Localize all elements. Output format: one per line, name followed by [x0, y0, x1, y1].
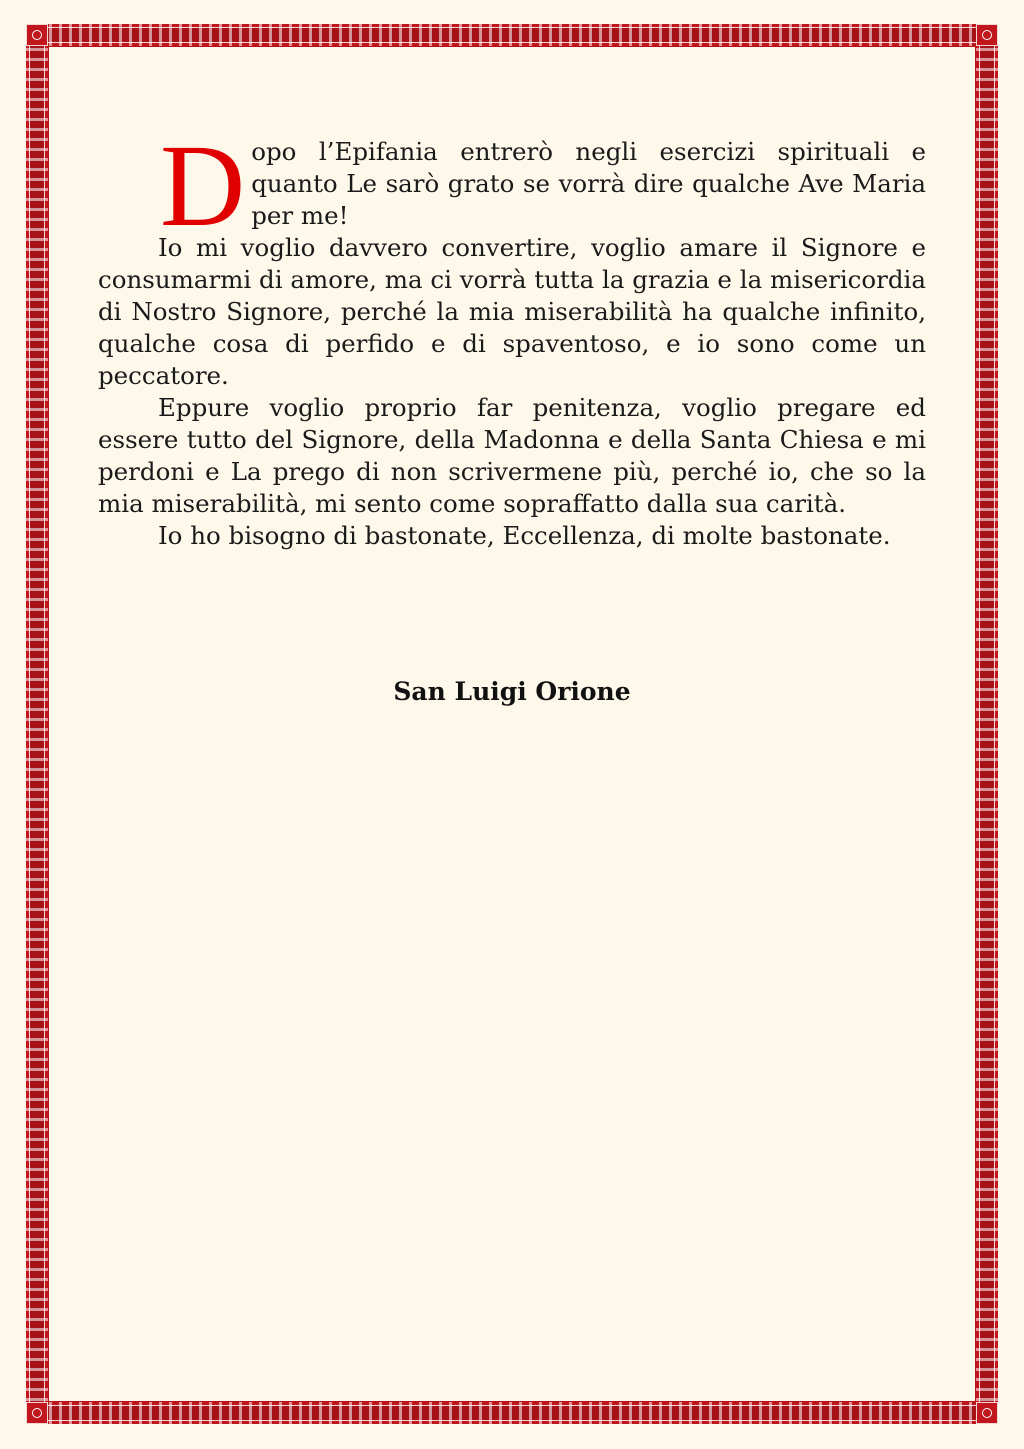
frame-top-border: [26, 24, 998, 46]
signature: San Luigi Orione: [393, 677, 631, 706]
frame-corner-ornament: [26, 1402, 48, 1424]
drop-cap: D: [160, 120, 246, 251]
frame-corner-ornament: [976, 1402, 998, 1424]
letter-body: [98, 120, 926, 552]
paragraph-1: [98, 120, 926, 251]
paragraph-2: Io mi voglio davvero convertire, voglio amare il Signore e consumarmi di amore, ma ci vorrà tutta la grazia e la misericordia di Nostro Signore, perché la mia miserabilità ha qualche infinito, qualche cosa di perfido e di spaventoso, e io sono come un peccatore.: [98, 233, 926, 390]
paragraph-1-text: opo l’Epifania entrerò negli esercizi spirituali e quanto Le sarò grato se vorrà dire qualche Ave Maria per me!: [251, 137, 926, 230]
frame-left-border: [26, 24, 48, 1424]
frame-corner-ornament: [976, 24, 998, 46]
frame-right-border: [976, 24, 998, 1424]
frame-bottom-border: [26, 1402, 998, 1424]
frame-corner-ornament: [26, 24, 48, 46]
paragraph-4: Io ho bisogno di bastonate, Eccellenza, di molte bastonate.: [158, 521, 891, 550]
paragraph-3: Eppure voglio proprio far penitenza, voglio pregare ed essere tutto del Signore, della Madonna e della Santa Chiesa e mi perdoni e La prego di non scrivermene più, perché io, che so la mia miserabilità, mi sento come sopraffatto dalla sua carità.: [98, 393, 926, 518]
